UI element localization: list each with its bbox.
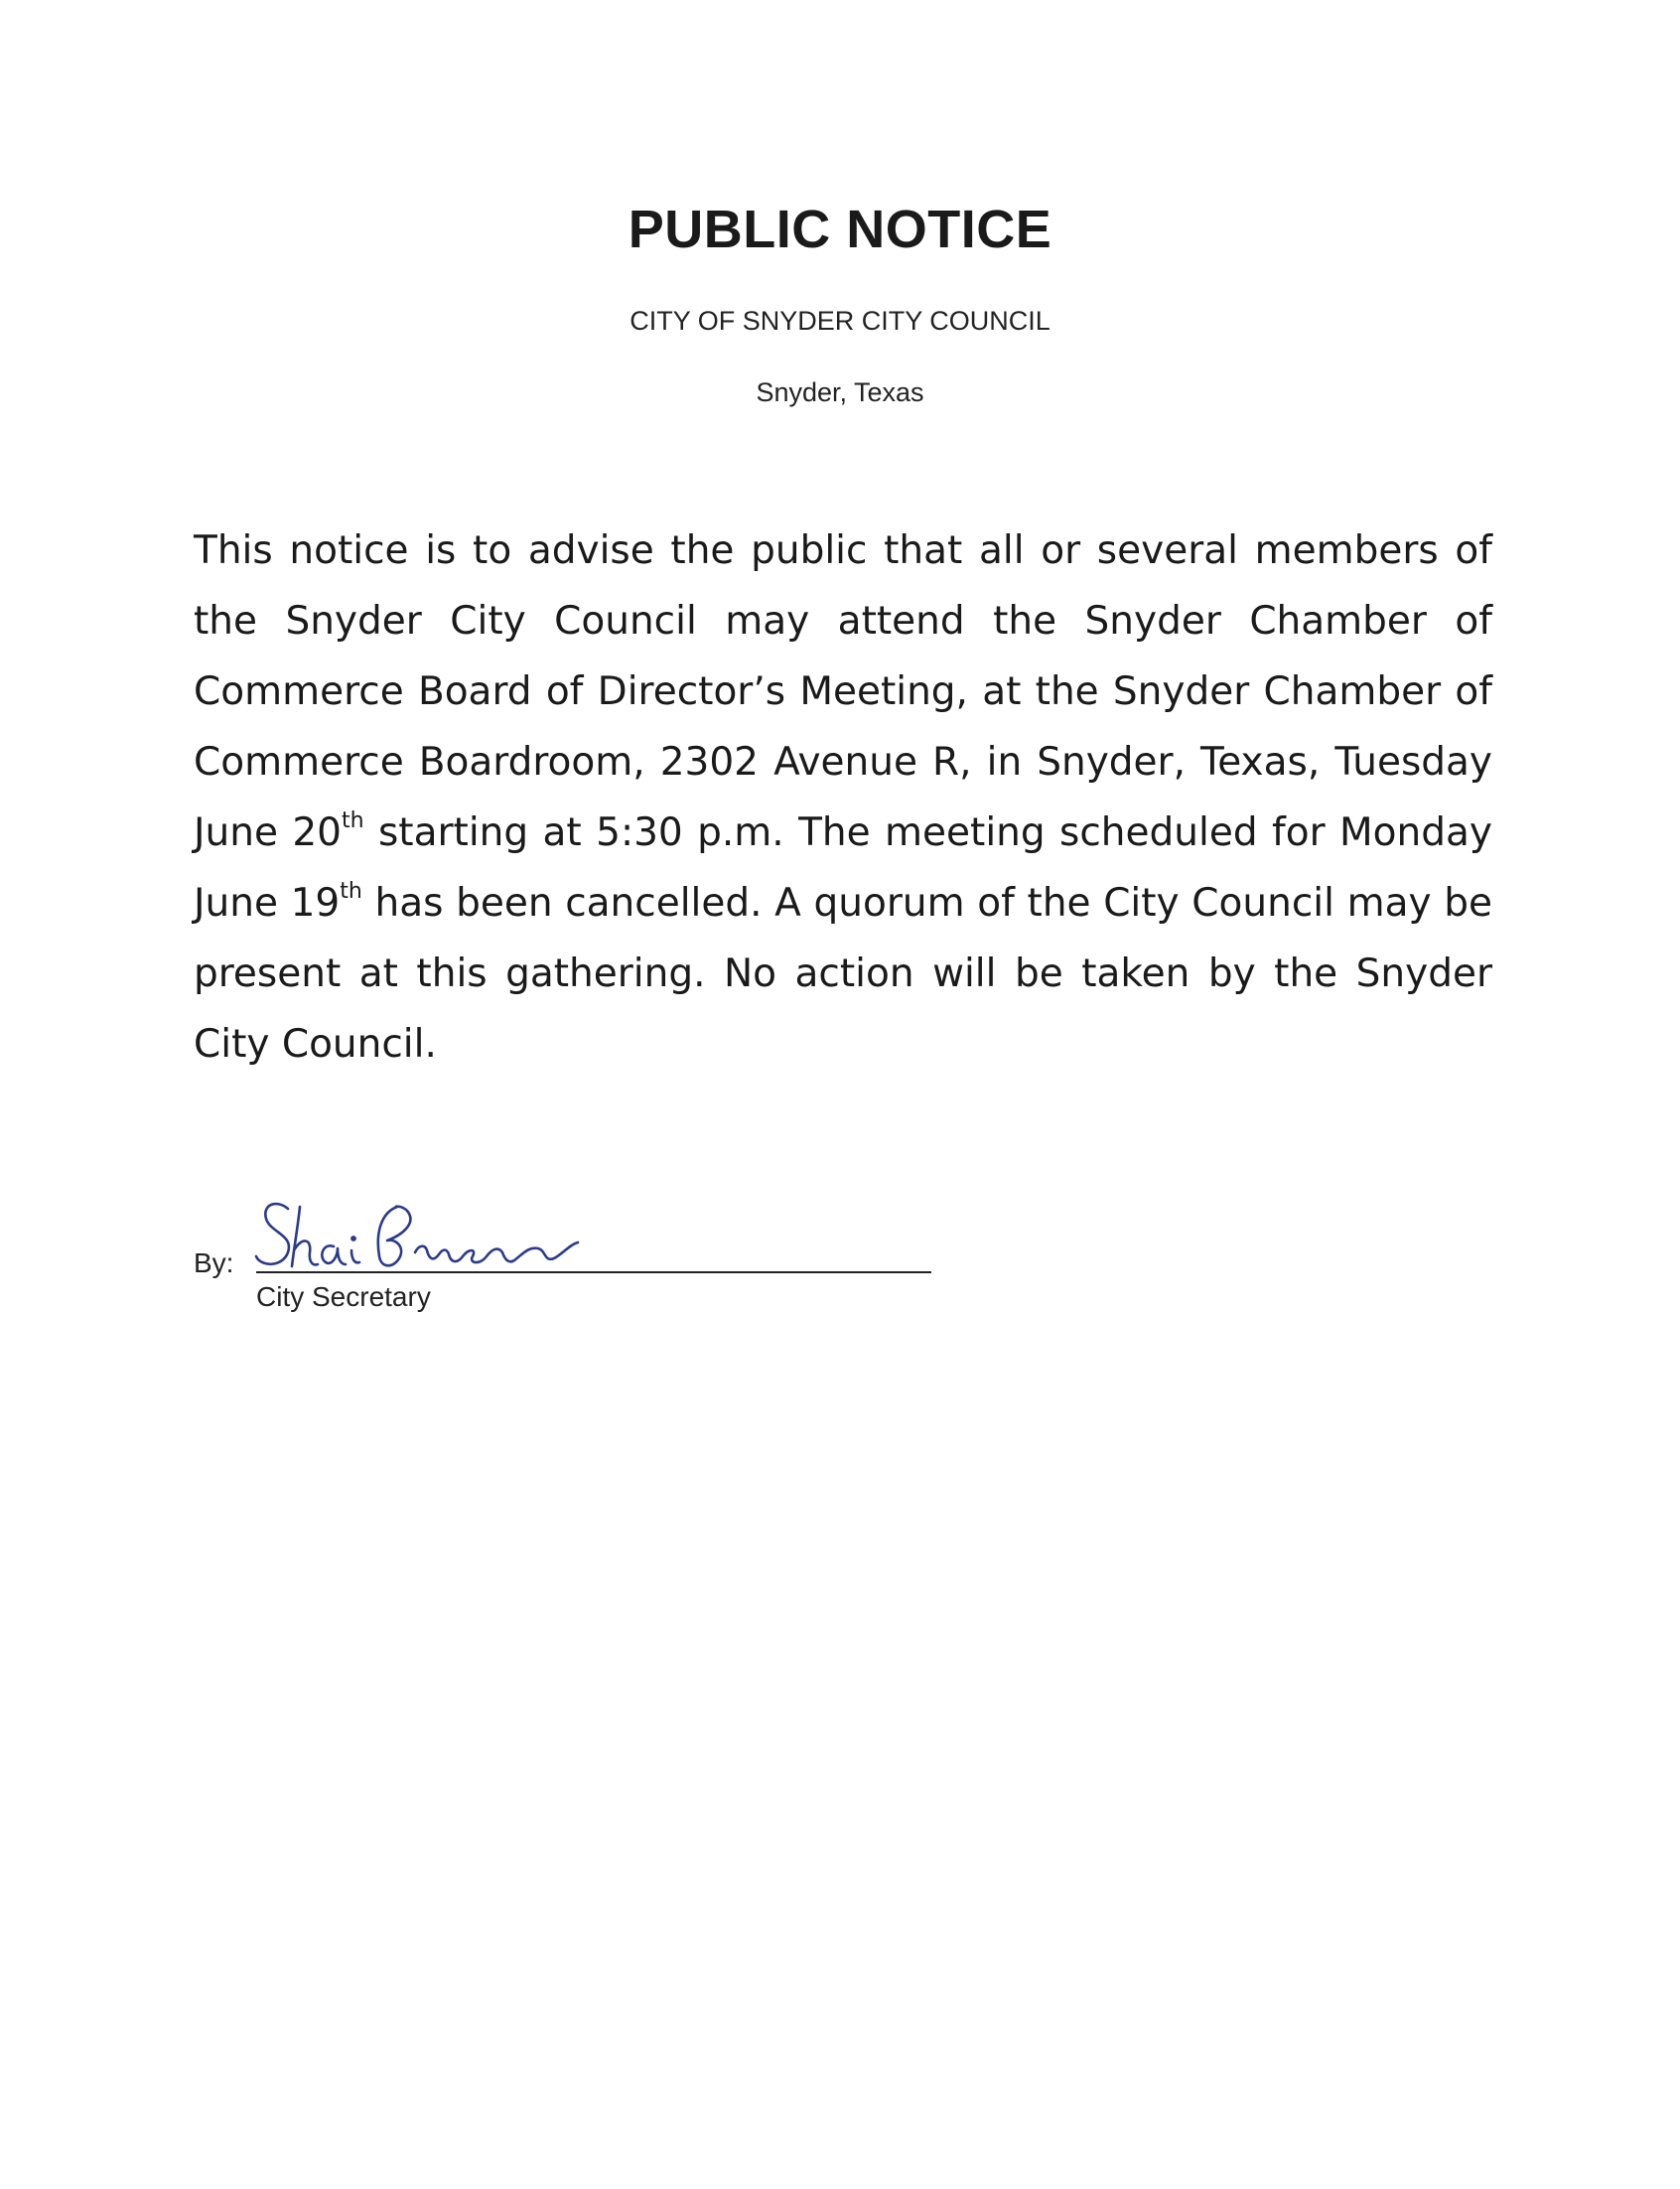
notice-body-part-2: starting at 5:30 p.m. The meeting scheduled for Monday June 19 bbox=[194, 810, 1492, 926]
notice-location: Snyder, Texas bbox=[756, 377, 924, 407]
notice-body-part-1: This notice is to advise the public that all or several members of the Snyder City Council may attend the Snyder Chamber of Commerce Board of Director’s Meeting, at the Snyder Chamber of Commerce Boardroom, 2302 Avenue R, in Snyder, Texas, Tuesday June 20 bbox=[194, 528, 1492, 855]
signer-title: City Secretary bbox=[256, 1281, 431, 1312]
notice-title: PUBLIC NOTICE bbox=[628, 200, 1052, 259]
notice-body bbox=[194, 515, 1492, 1080]
ordinal-suffix-1: th bbox=[341, 808, 364, 833]
notice-body-part-3: has been cancelled. A quorum of the City Council may be present at this gathering. No action will be taken by the Snyder City Council. bbox=[194, 881, 1492, 1067]
by-label: By: bbox=[194, 1247, 234, 1278]
notice-subtitle: CITY OF SNYDER CITY COUNCIL bbox=[630, 306, 1050, 336]
signature-line bbox=[256, 1271, 931, 1273]
ordinal-suffix-2: th bbox=[340, 879, 362, 904]
signature-strokes bbox=[256, 1204, 578, 1266]
